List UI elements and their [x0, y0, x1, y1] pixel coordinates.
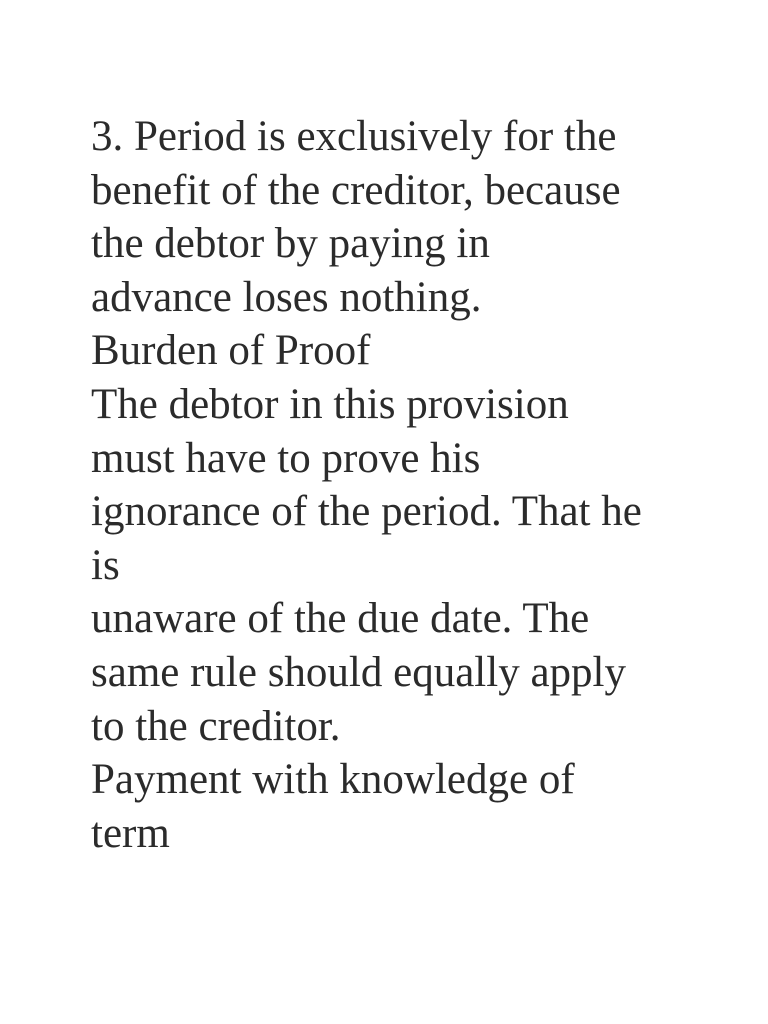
text-line: unaware of the due date. The — [91, 595, 590, 643]
text-line: term — [91, 809, 170, 857]
text-line: same rule should equally apply — [91, 648, 626, 696]
text-line: must have to prove his — [91, 434, 481, 482]
text-line: to the creditor. — [91, 702, 341, 750]
text-line: 3. Period is exclusively for the — [91, 113, 617, 160]
text-line: the debtor by paying in — [91, 220, 490, 268]
document-text — [91, 110, 741, 860]
text-line: advance loses nothing. — [91, 273, 482, 321]
text-line: benefit of the creditor, because — [91, 166, 621, 214]
text-line: is — [91, 541, 120, 589]
text-line: The debtor in this provision — [91, 380, 569, 428]
section-heading-burden-of-proof: Burden of Proof — [91, 327, 371, 375]
text-line: ignorance of the period. That he — [91, 488, 642, 536]
section-heading-payment-with-knowledge: Payment with knowledge of — [91, 756, 575, 804]
